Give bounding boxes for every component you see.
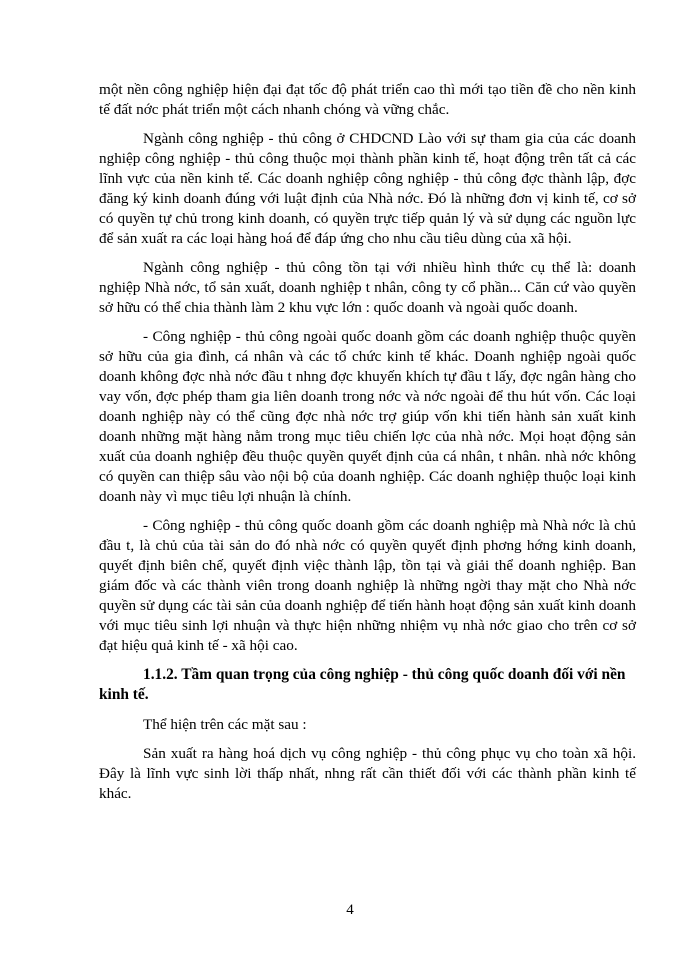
paragraph-non-state-sector: - Công nghiệp - thủ công ngoài quốc doanh gồm các doanh nghiệp thuộc quyền sở hữu của gia đình, cá nhân và các tổ chức kinh tế khác. Doanh nghiệp ngoài quốc doanh không đợc nhà nớc đầu t nhng đợc khuyến khích tự đầu t lấy, đợc ngân hàng cho vay vốn, đợc phép tham gia liên doanh trong nớc và nớc ngoài để thu hút vốn. Các loại doanh nghiệp này có thể cũng đợc nhà nớc trợ giúp vốn khi tiến hành sản xuất kinh doanh những mặt hàng nằm trong mục tiêu chiến lợc của nhà nớc. Mọi hoạt động sản xuất của doanh nghiệp đều thuộc quyền quyết định của cá nhân, t nhân. nhà nớc không có quyền can thiệp sâu vào nội bộ của doanh nghiệp. Các doanh nghiệp thuộc loại kinh doanh này vì mục tiêu lợi nhuận là chính. [99,328,636,505]
section-heading: 1.1.2. Tầm quan trọng của công nghiệp - thủ công quốc doanh đối với nền kinh tế. [99,666,626,703]
page-body [99,80,636,813]
paragraph-continuation: một nền công nghiệp hiện đại đạt tốc độ phát triển cao thì mới tạo tiền đề cho nền kinh tế đất nớc phát triển một cách nhanh chóng và vững chắc. [99,81,636,118]
page-number: 4 [346,902,354,918]
paragraph-industry-forms: Ngành công nghiệp - thủ công tồn tại với nhiều hình thức cụ thể là: doanh nghiệp Nhà nớc, tổ sản xuất, doanh nghiệp t nhân, công ty cổ phần... Căn cứ vào quyền sở hữu có thể chia thành làm 2 khu vực lớn : quốc doanh và ngoài quốc doanh. [99,259,636,316]
paragraph-state-sector: - Công nghiệp - thủ công quốc doanh gồm các doanh nghiệp mà Nhà nớc là chủ đầu t, là chủ của tài sản do đó nhà nớc có quyền quyết định phơng hớng kinh doanh, quyết định biên chế, quyết định việc thành lập, tồn tại và giải thể doanh nghiệp. Ban giám đốc và các thành viên trong doanh nghiệp là những ngời thay mặt cho Nhà nớc quyền sử dụng các tài sản của doanh nghiệp để tiến hành hoạt động sản xuất kinh doanh với mục tiêu sinh lợi nhuận và thực hiện những nhiệm vụ nhà nớc giao cho trên cơ sở đạt hiệu quả kinh tế - xã hội cao. [99,517,636,654]
paragraph-industry-overview: Ngành công nghiệp - thủ công ở CHDCND Lào với sự tham gia của các doanh nghiệp công nghiệp - thủ công thuộc mọi thành phần kinh tế, hoạt động trên tất cả các lĩnh vực của nền kinh tế. Các doanh nghiệp công nghiệp - thủ công đợc thành lập, đợc đăng ký kinh doanh đúng với luật định của Nhà nớc. Đó là những đơn vị kinh tế, cơ sở có quyền tự chủ trong kinh doanh, có quyền trực tiếp quản lý và sử dụng các nguồn lực để sản xuất ra các loại hàng hoá để đáp ứng cho nhu cầu tiêu dùng của xã hội. [99,130,636,247]
paragraph-production-role: Sản xuất ra hàng hoá dịch vụ công nghiệp - thủ công phục vụ cho toàn xã hội. Đây là lĩnh vực sinh lời thấp nhất, nhng rất cần thiết đối với các thành phần kinh tế khác. [99,745,636,802]
paragraph-aspects-intro: Thể hiện trên các mặt sau : [143,716,307,733]
